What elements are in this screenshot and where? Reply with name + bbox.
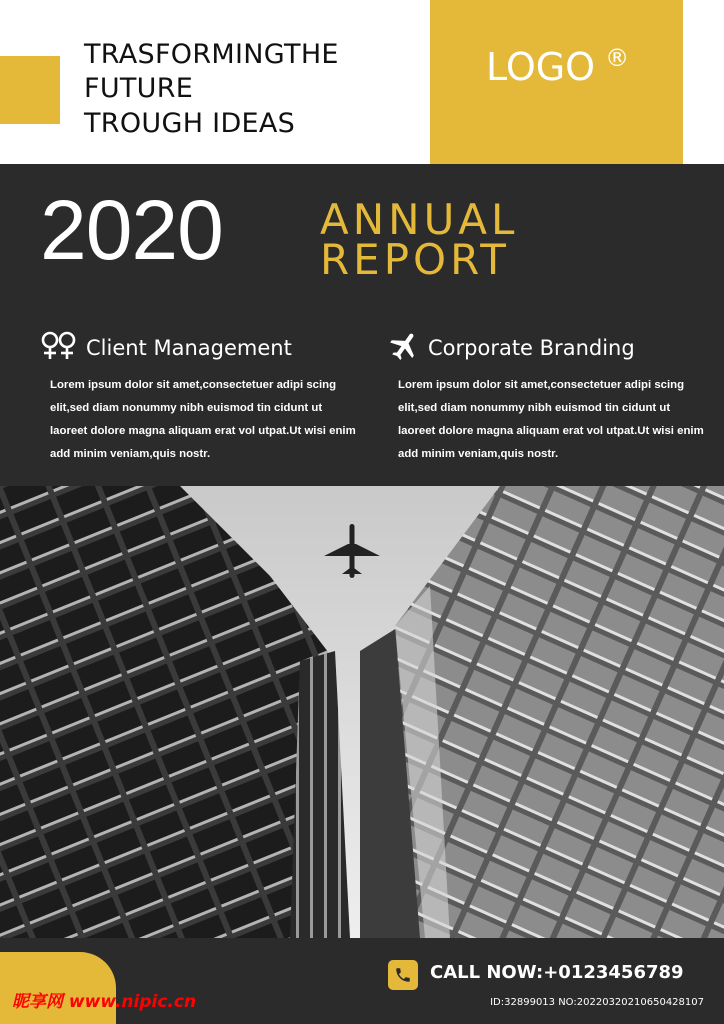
report-title-line-1: ANNUAL — [320, 195, 519, 244]
feature-title: Client Management — [86, 335, 292, 360]
headline — [84, 38, 414, 141]
feature-title: Corporate Branding — [428, 335, 635, 360]
footer-band — [0, 938, 724, 1024]
logo-box — [430, 0, 683, 164]
airplane-icon — [388, 329, 422, 367]
logo — [486, 44, 630, 89]
headline-line-1: TRASFORMINGTHE — [84, 39, 339, 70]
feature-client-management — [40, 328, 360, 466]
report-title-line-2: REPORT — [320, 234, 510, 284]
gender-icon — [40, 330, 80, 366]
headline-line-2: FUTURE — [84, 73, 194, 105]
phone-icon — [388, 960, 418, 990]
feature-corporate-branding — [388, 328, 708, 466]
watermark-site: 昵享网 www.nipic.cn — [12, 992, 197, 1012]
report-title — [320, 195, 519, 284]
feature-body: Lorem ipsum dolor sit amet,consectetuer adipi scing elit,sed diam nonummy nibh euismod tin cidunt ut laoreet dolore magna aliquam erat vol utpat.Ut wisi enim add minim veniam,quis nostr. — [398, 379, 704, 460]
hero-band — [0, 164, 724, 486]
accent-square — [0, 56, 60, 124]
skyscraper-illustration — [0, 486, 724, 938]
feature-heading — [40, 328, 360, 368]
report-year: 2020 — [40, 183, 223, 277]
header-band — [0, 0, 724, 164]
accent-pill — [0, 952, 116, 1024]
call-now-text: CALL NOW:+0123456789 — [430, 962, 684, 983]
watermark-id: ID:32899013 NO:20220320210650428107 — [490, 997, 704, 1008]
headline-line-3: TROUGH IDEAS — [84, 107, 296, 139]
skyscraper-photo — [0, 486, 724, 938]
logo-text: LOGO — [486, 45, 596, 89]
registered-mark: ® — [605, 44, 630, 72]
feature-heading — [388, 328, 708, 368]
feature-body: Lorem ipsum dolor sit amet,consectetuer adipi scing elit,sed diam nonummy nibh euismod tin cidunt ut laoreet dolore magna aliquam erat vol utpat.Ut wisi enim add minim veniam,quis nostr. — [50, 379, 356, 460]
